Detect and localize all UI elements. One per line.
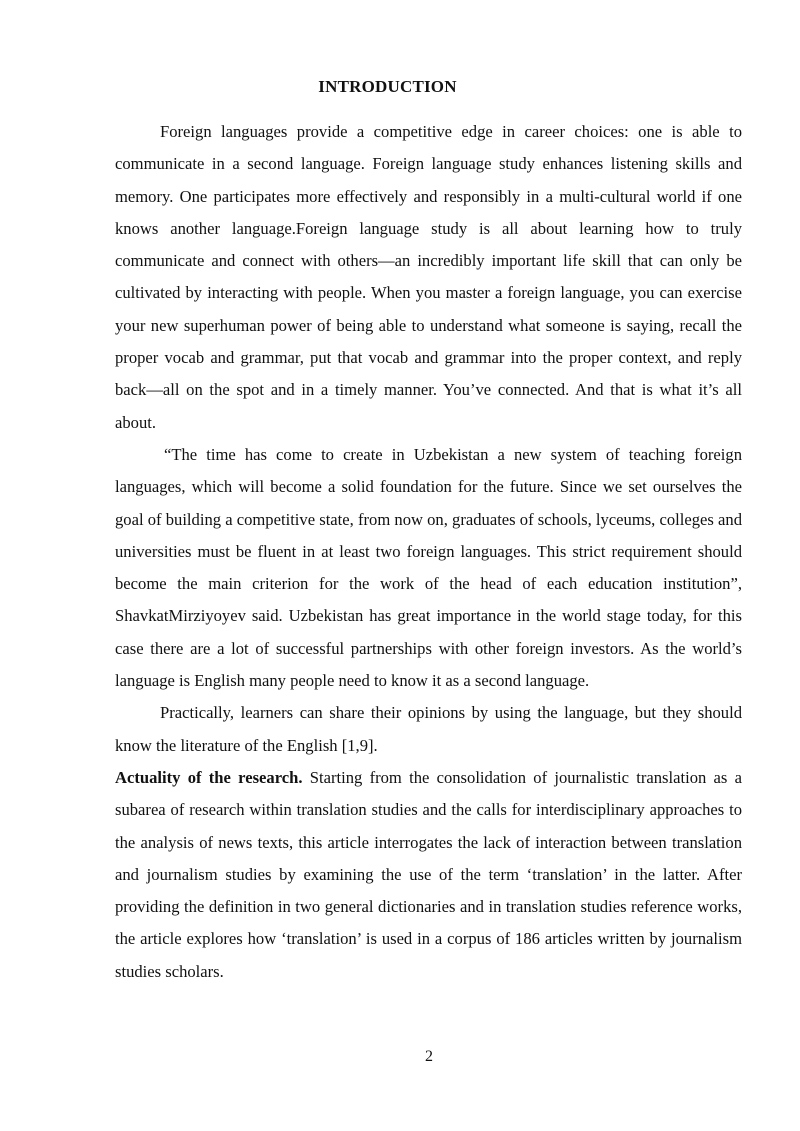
paragraph-intro: Foreign languages provide a competitive edge in career choices: one is able to communicate in a second language. Foreign language study enhances listening skills and memory. One participates more effectively and responsibly in a multi-cultural world if one knows another language.Foreign language study is all about learning how to truly communicate and connect with others—an incredibly important life skill that can only be cultivated by interacting with people. When you master a foreign language, you can exercise your new superhuman power of being able to understand what someone is saying, recall the proper vocab and grammar, put that vocab and grammar into the proper context, and reply back—all on the spot and in a timely manner. You’ve connected. And that is what it’s all about. [115,122,742,432]
page-number: 2 [425,1048,433,1065]
actuality-text: Starting from the consolidation of journalistic translation as a subarea of research within translation studies and the calls for interdisciplinary approaches to the analysis of news texts, this article interrogates the lack of interaction between translation and journalism studies by examining the use of the term ‘translation’ in the latter. After providing the definition in two general dictionaries and in translation studies reference works, the article explores how ‘translation’ is used in a corpus of 186 articles written by journalism studies scholars. [115,767,742,981]
page-title: INTRODUCTION [318,77,457,96]
paragraph-practically: Practically, learners can share their opinions by using the language, but they should know the literature of the English [1,9]. [115,703,742,755]
document-body [115,116,742,988]
actuality-heading: Actuality of the research. [115,767,303,787]
paragraph-quote: “The time has come to create in Uzbekistan a new system of teaching foreign languages, which will become a solid foundation for the future. Since we set ourselves the goal of building a competitive state, from now on, graduates of schools, lyceums, colleges and universities must be fluent in at least two foreign languages. This strict requirement should become the main criterion for the work of the head of each education institution”, ShavkatMirziyoyev said. Uzbekistan has great importance in the world stage today, for this case there are a lot of successful partnerships with other foreign investors. As the world’s language is English many people need to know it as a second language. [115,444,742,691]
paragraph-actuality [115,762,742,988]
